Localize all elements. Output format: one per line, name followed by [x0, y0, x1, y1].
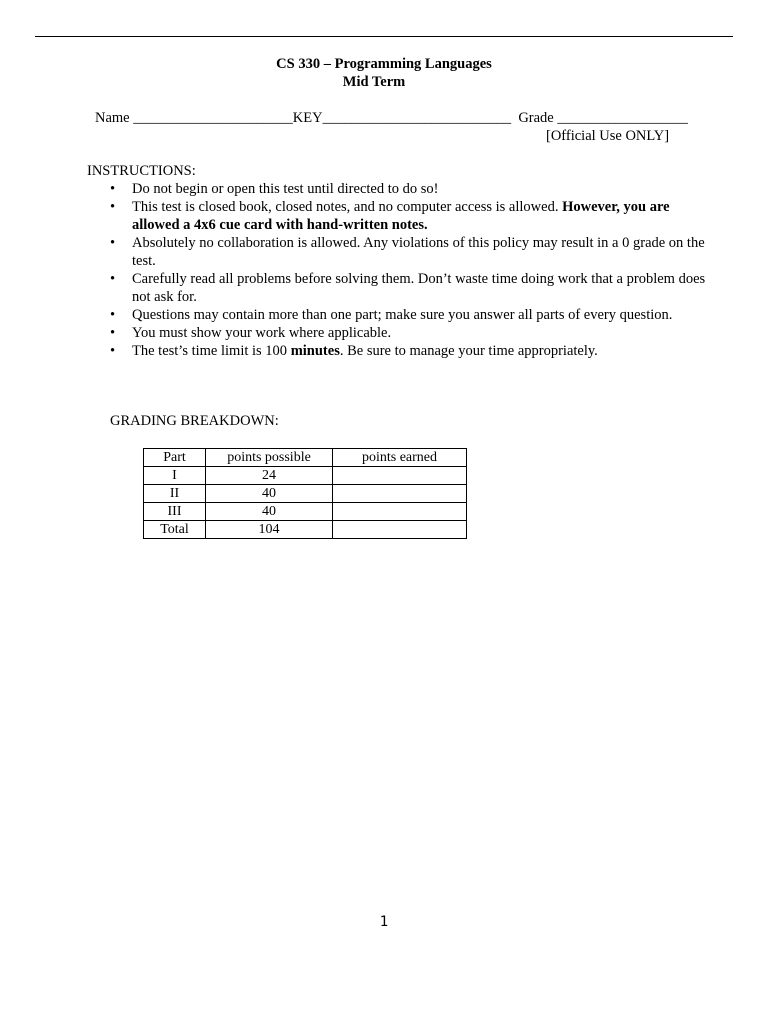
- instruction-item: • This test is closed book, closed notes, and no computer access is allowed. However, you are allowed a 4x6 cue card with hand-written notes.: [110, 198, 710, 234]
- column-header-part: Part: [144, 449, 206, 467]
- instruction-item: • The test’s time limit is 100 minutes. Be sure to manage your time appropriately.: [110, 342, 710, 360]
- part-cell: II: [144, 485, 206, 503]
- instruction-item: • Questions may contain more than one part; make sure you answer all parts of every question.: [110, 306, 710, 324]
- exam-title: [0, 55, 768, 91]
- instruction-item: • Carefully read all problems before solving them. Don’t waste time doing work that a problem does not ask for.: [110, 270, 710, 306]
- part-cell: Total: [144, 521, 206, 539]
- name-blank-before: ______________________: [133, 110, 293, 126]
- grading-heading: GRADING BREAKDOWN:: [110, 413, 279, 429]
- header-rule: [35, 36, 733, 37]
- name-value: KEY: [292, 110, 323, 126]
- part-cell: III: [144, 503, 206, 521]
- name-blank-after: __________________________: [322, 110, 512, 126]
- part-cell: I: [144, 467, 206, 485]
- grade-blank: __________________: [557, 110, 688, 126]
- instruction-item: • You must show your work where applicable.: [110, 324, 710, 342]
- page-number: 1: [379, 914, 389, 930]
- instructions-heading: INSTRUCTIONS:: [87, 163, 196, 179]
- name-label: Name: [95, 110, 130, 126]
- table-row: [144, 503, 467, 521]
- points-possible-cell: 24: [206, 467, 333, 485]
- points-earned-cell: [333, 521, 467, 539]
- points-earned-cell: [333, 485, 467, 503]
- name-grade-row: [95, 109, 688, 127]
- points-possible-cell: 104: [206, 521, 333, 539]
- table-row: [144, 485, 467, 503]
- course-title: CS 330 – Programming Languages: [276, 56, 492, 72]
- points-possible-cell: 40: [206, 503, 333, 521]
- points-earned-cell: [333, 467, 467, 485]
- instruction-item: • Do not begin or open this test until directed to do so!: [110, 180, 710, 198]
- table-header-row: [144, 449, 467, 467]
- instruction-item: • Absolutely no collaboration is allowed. Any violations of this policy may result in a 0 grade on the test.: [110, 234, 710, 270]
- instructions-list: [110, 180, 710, 360]
- points-earned-cell: [333, 503, 467, 521]
- grading-table: [143, 448, 467, 539]
- table-row: [144, 467, 467, 485]
- official-use-note: [Official Use ONLY]: [546, 128, 670, 144]
- column-header-points-possible: points possible: [206, 449, 333, 467]
- exam-subtitle: Mid Term: [342, 74, 406, 90]
- grade-label: Grade: [518, 110, 554, 126]
- points-possible-cell: 40: [206, 485, 333, 503]
- column-header-points-earned: points earned: [333, 449, 467, 467]
- table-row: [144, 521, 467, 539]
